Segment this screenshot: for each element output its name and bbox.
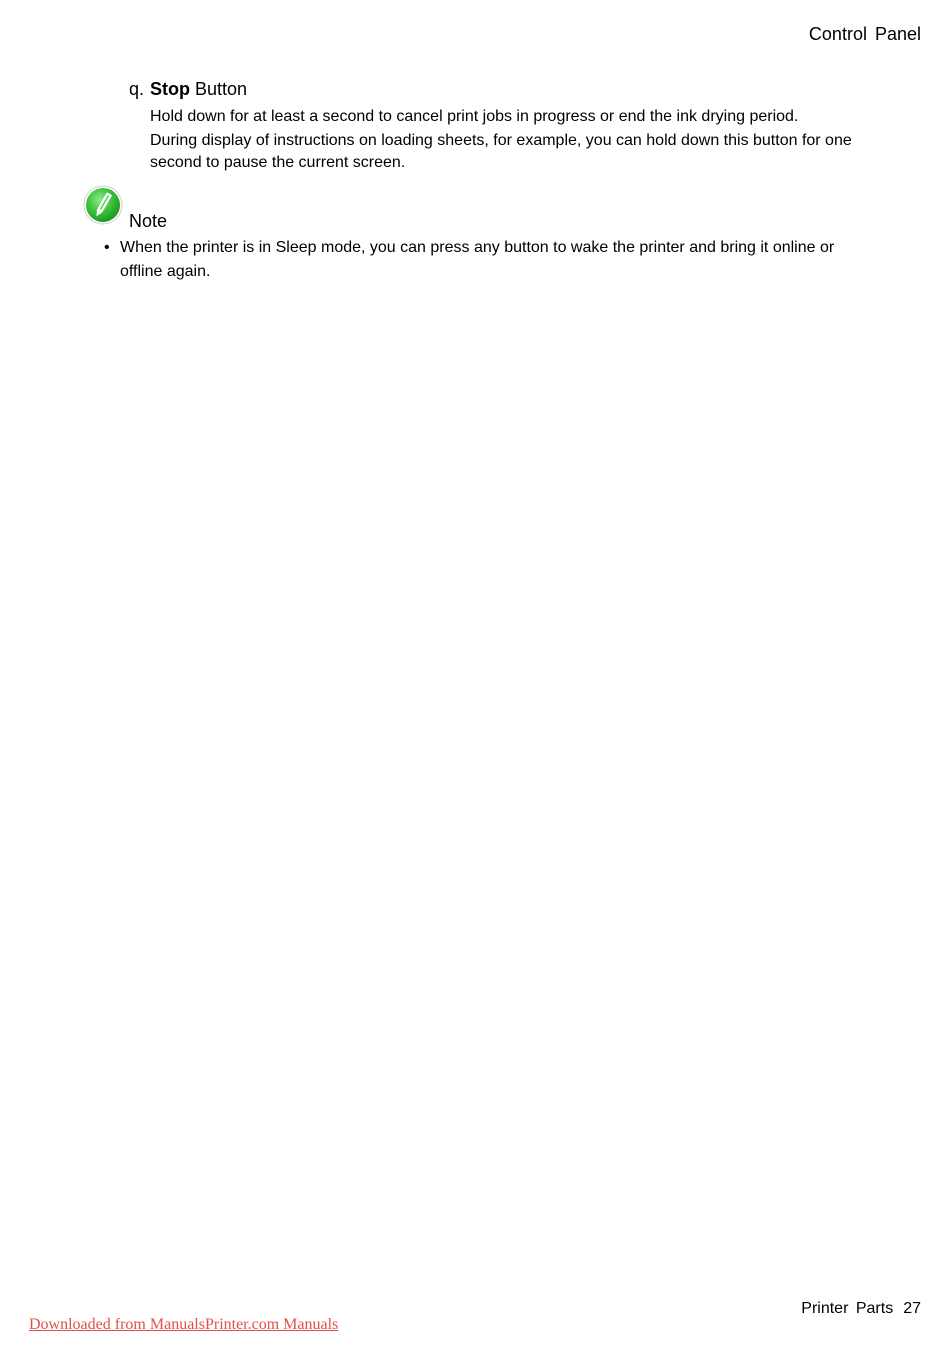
item-marker: q. xyxy=(129,79,145,99)
running-footer xyxy=(801,1300,921,1318)
footer-section-title: Printer Parts xyxy=(801,1300,894,1317)
note-text: When the printer is in Sleep mode, you can press any button to wake the printer and bring it online or offline again. xyxy=(120,239,835,280)
page-number: 27 xyxy=(903,1300,921,1317)
note-label: Note xyxy=(129,211,168,231)
item-heading xyxy=(129,79,247,100)
pencil-note-icon xyxy=(83,185,125,227)
item-name-bold: Stop xyxy=(150,79,190,99)
note-bullet: • xyxy=(104,239,110,256)
running-header: Control Panel xyxy=(808,24,921,44)
item-paragraph-2: During display of instructions on loading sheets, for example, you can hold down this button for one second to pause the current screen. xyxy=(150,132,852,171)
item-name-rest: Button xyxy=(190,79,248,99)
item-paragraph-1: Hold down for at least a second to cancel print jobs in progress or end the ink drying period. xyxy=(150,108,799,125)
download-source-link[interactable]: Downloaded from ManualsPrinter.com Manuals xyxy=(29,1316,339,1333)
